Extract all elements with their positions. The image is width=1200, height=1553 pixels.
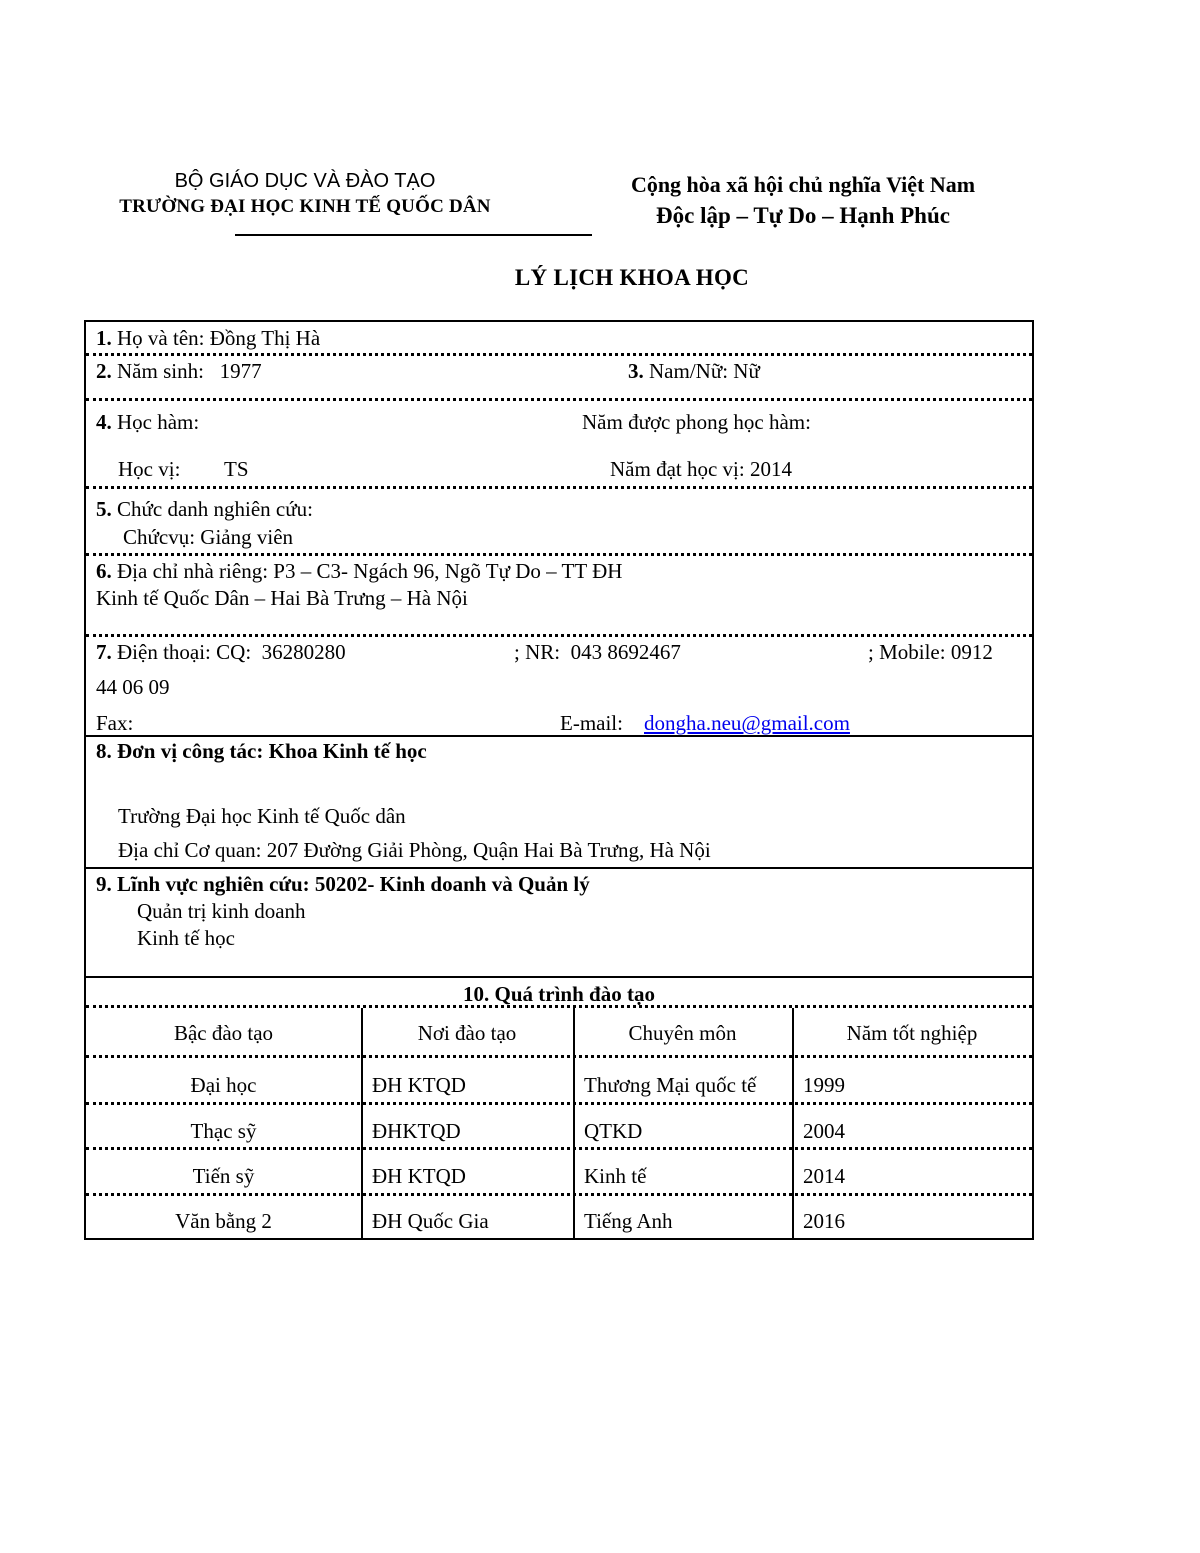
divider <box>86 1147 1032 1150</box>
divider <box>86 398 1032 401</box>
field-1-text: Họ và tên: Đồng Thị Hà <box>117 326 321 350</box>
table-cell: ĐH KTQD <box>372 1073 466 1097</box>
field-6 <box>96 558 622 584</box>
school-name: TRƯỜNG ĐẠI HỌC KINH TẾ QUỐC DÂN <box>119 196 491 217</box>
degree-value: TS <box>224 457 249 481</box>
divider <box>86 735 1032 737</box>
col-header-institution: Nơi đào tạo <box>417 1021 517 1045</box>
degree-year: Năm đạt học vị: 2014 <box>610 457 792 481</box>
national-motto: Độc lập – Tự Do – Hạnh Phúc <box>656 203 950 228</box>
mobile-phone-cont: 44 06 09 <box>96 675 170 699</box>
divider <box>86 353 1032 356</box>
academic-title-year: Năm được phong học hàm: <box>582 410 811 434</box>
ministry-name: BỘ GIÁO DỤC VÀ ĐÀO TẠO <box>174 170 436 192</box>
field-1 <box>96 325 320 351</box>
col-header-year: Năm tốt nghiệp <box>846 1021 978 1045</box>
field-3-number: 3. <box>628 359 644 383</box>
field-5-number: 5. <box>96 497 112 521</box>
field-4-text: Học hàm: <box>117 410 200 434</box>
table-cell: Văn bằng 2 <box>175 1209 272 1233</box>
email-label: E-mail: <box>560 711 623 735</box>
field-2 <box>96 358 262 384</box>
field-2-text: Năm sinh: 1977 <box>117 359 262 383</box>
divider <box>86 486 1032 489</box>
mobile-phone: ; Mobile: 0912 <box>868 640 993 664</box>
table-cell: Tiếng Anh <box>584 1209 673 1233</box>
field-7-number: 7. <box>96 640 112 664</box>
divider <box>86 1102 1032 1105</box>
divider <box>86 634 1032 637</box>
table-cell: 2016 <box>803 1209 845 1233</box>
divider <box>86 553 1032 556</box>
divider <box>86 1055 1032 1058</box>
field-3-text: Nam/Nữ: Nữ <box>649 359 760 383</box>
table-cell: QTKD <box>584 1119 643 1143</box>
divider <box>86 867 1032 869</box>
table-cell: 2004 <box>803 1119 845 1143</box>
divider <box>86 1193 1032 1196</box>
table-cell: ĐH KTQD <box>372 1164 466 1188</box>
republic-name: Cộng hòa xã hội chủ nghĩa Việt Nam <box>630 172 976 197</box>
home-address-line-1: Địa chỉ nhà riêng: P3 – C3- Ngách 96, Ngõ Tự Do – TT ĐH <box>117 559 623 583</box>
field-3 <box>628 358 760 384</box>
cv-form <box>84 320 1034 1240</box>
table-cell: ĐHKTQD <box>372 1119 461 1143</box>
table-cell: Đại học <box>190 1073 257 1097</box>
home-address-line-2: Kinh tế Quốc Dân – Hai Bà Trưng – Hà Nội <box>96 586 468 610</box>
home-phone: ; NR: 043 8692467 <box>514 640 681 664</box>
field-4 <box>96 409 199 435</box>
header-left <box>90 168 520 220</box>
field-7 <box>96 639 346 665</box>
work-unit: Trường Đại học Kinh tế Quốc dân <box>118 804 406 828</box>
document-title: LÝ LỊCH KHOA HỌC <box>514 265 750 290</box>
field-6-number: 6. <box>96 559 112 583</box>
office-address: Địa chỉ Cơ quan: 207 Đường Giải Phòng, Quận Hai Bà Trưng, Hà Nội <box>118 838 711 862</box>
fax-label: Fax: <box>96 711 134 735</box>
field-1-number: 1. <box>96 326 112 350</box>
table-cell: 1999 <box>803 1073 845 1097</box>
field-4-number: 4. <box>96 410 112 434</box>
field-5 <box>96 496 313 522</box>
header-divider <box>235 234 592 236</box>
research-area-1: Quản trị kinh doanh <box>137 899 306 923</box>
field-2-number: 2. <box>96 359 112 383</box>
field-8-title: 8. Đơn vị công tác: Khoa Kinh tế học <box>96 739 427 763</box>
field-5-text: Chức danh nghiên cứu: <box>117 497 313 521</box>
divider <box>86 1005 1032 1008</box>
header-right <box>598 170 1008 232</box>
training-title: 10. Quá trình đào tạo <box>463 982 655 1006</box>
research-area-2: Kinh tế học <box>137 926 235 950</box>
table-cell: Thương Mại quốc tế <box>584 1073 757 1097</box>
table-cell: Tiến sỹ <box>192 1164 255 1188</box>
col-header-major: Chuyên môn <box>628 1021 737 1045</box>
field-9-title: 9. Lĩnh vực nghiên cứu: 50202- Kinh doanh và Quản lý <box>96 872 590 896</box>
table-cell: Kinh tế <box>584 1164 647 1188</box>
email-link[interactable]: dongha.neu@gmail.com <box>644 711 850 735</box>
table-cell: ĐH Quốc Gia <box>372 1209 489 1233</box>
job-position: Chứcvụ: Giảng viên <box>123 525 294 549</box>
office-phone: Điện thoại: CQ: 36280280 <box>117 640 346 664</box>
divider <box>86 976 1032 978</box>
table-cell: 2014 <box>803 1164 845 1188</box>
col-header-level: Bậc đào tạo <box>173 1021 274 1045</box>
table-cell: Thạc sỹ <box>190 1119 257 1143</box>
degree-label: Học vị: <box>118 457 181 481</box>
